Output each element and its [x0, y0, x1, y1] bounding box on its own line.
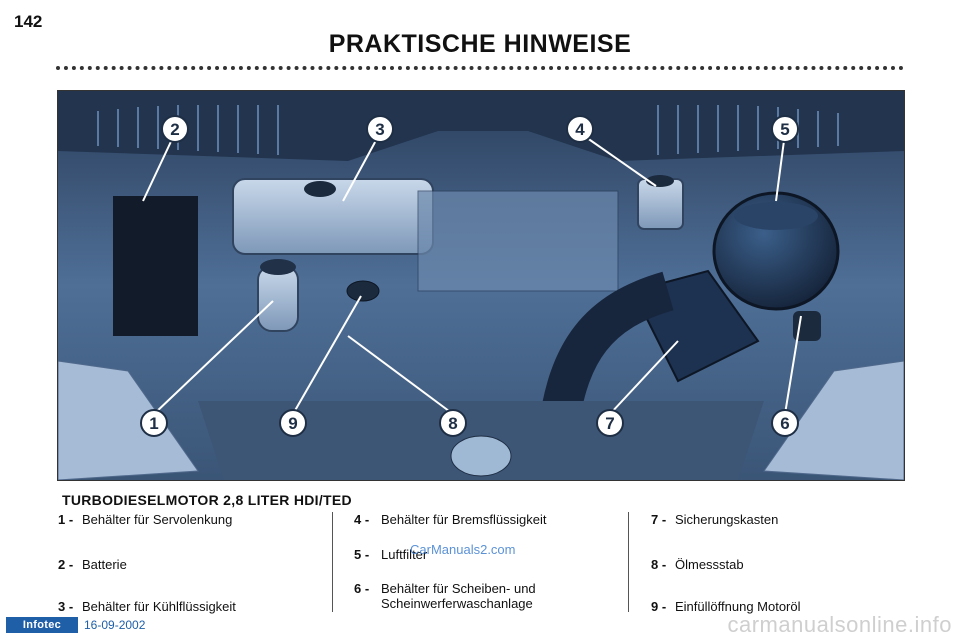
- column-divider: [332, 512, 333, 612]
- legend-column-2: [354, 512, 624, 612]
- callout-1: 1: [149, 414, 159, 433]
- legend-item: [58, 512, 232, 527]
- callout-5: 5: [780, 120, 790, 139]
- legend-text-line-2: Scheinwerferwaschanlage: [381, 596, 533, 611]
- legend-item: [58, 599, 236, 614]
- legend-number: 1 -: [58, 512, 74, 527]
- legend-text: Behälter für Bremsflüssigkeit: [381, 512, 547, 527]
- callout-6: 6: [780, 414, 790, 433]
- legend-item: [651, 512, 778, 527]
- callout-2: 2: [170, 120, 180, 139]
- legend-text: Sicherungskasten: [675, 512, 779, 527]
- column-divider: [628, 512, 629, 612]
- legend-column-3: [651, 512, 921, 612]
- legend-text: Batterie: [82, 557, 127, 572]
- legend-number: 4 -: [354, 512, 370, 527]
- legend-number: 8 -: [651, 557, 667, 572]
- legend-text: Behälter für Servolenkung: [82, 512, 233, 527]
- legend-text: Luftfilter: [381, 547, 428, 562]
- infotec-badge: Infotec: [6, 617, 78, 633]
- legend-text: Behälter für Kühlflüssigkeit: [82, 599, 236, 614]
- callout-9: 9: [288, 414, 298, 433]
- site-watermark: carmanualsonline.info: [727, 612, 952, 637]
- callout-4: 4: [575, 120, 585, 139]
- legend-item: [354, 581, 536, 611]
- legend-column-1: [58, 512, 328, 612]
- carmanuals-watermark: CarManuals2.com: [410, 542, 516, 557]
- footer-date: 16-09-2002: [84, 618, 146, 632]
- engine-bay-illustration: [57, 90, 905, 481]
- legend-item: [58, 557, 127, 572]
- legend-number: 3 -: [58, 599, 74, 614]
- page-number: 142: [14, 12, 43, 31]
- dotted-divider: [56, 66, 904, 70]
- legend-text-line-1: Behälter für Scheiben- und: [381, 581, 536, 596]
- callout-7: 7: [605, 414, 615, 433]
- engine-title: TURBODIESELMOTOR 2,8 LITER HDI/TED: [62, 492, 352, 508]
- legend-item: [354, 512, 546, 527]
- legend-text: [381, 581, 536, 611]
- page-title: PRAKTISCHE HINWEISE: [328, 30, 632, 58]
- legend-text: Ölmessstab: [675, 557, 744, 572]
- engine-bay-svg: [58, 91, 904, 480]
- legend-item: [651, 557, 744, 572]
- legend-text: Einfüllöffnung Motoröl: [675, 599, 801, 614]
- legend-number: 6 -: [354, 581, 370, 596]
- callout-8: 8: [448, 414, 458, 433]
- legend-number: 5 -: [354, 547, 370, 562]
- legend-number: 2 -: [58, 557, 74, 572]
- callout-3: 3: [375, 120, 385, 139]
- legend-number: 7 -: [651, 512, 667, 527]
- legend-number: 9 -: [651, 599, 667, 614]
